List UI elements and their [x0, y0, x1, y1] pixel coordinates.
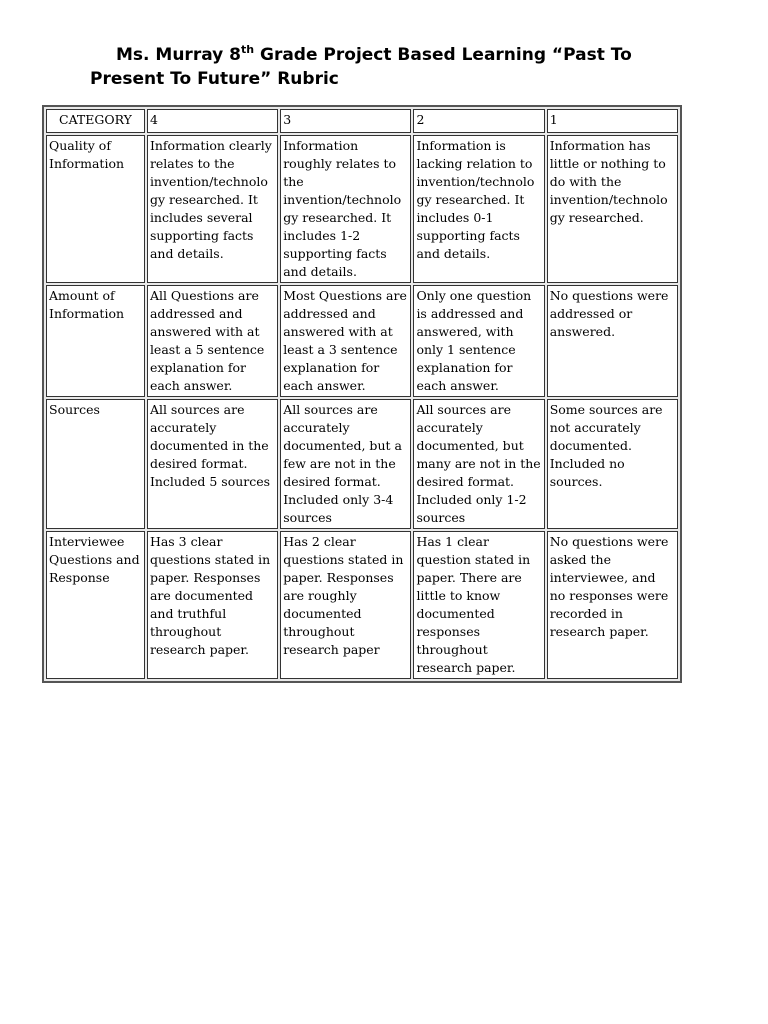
table-row	[46, 399, 678, 529]
criteria-cell: Some sources are not accurately documented. Included no sources.	[547, 399, 678, 529]
header-category: CATEGORY	[46, 109, 145, 133]
criteria-cell: Has 1 clear question stated in paper. There are little to know documented responses throughout research paper.	[413, 531, 544, 679]
criteria-cell: No questions were asked the interviewee, and no responses were recorded in research paper.	[547, 531, 678, 679]
title-ordinal-suffix: th	[240, 43, 255, 56]
criteria-cell: Most Questions are addressed and answered with at least a 3 sentence explanation for each answer.	[280, 285, 411, 397]
title-line-2: Present To Future” Rubric	[90, 69, 339, 89]
header-score-4: 4	[147, 109, 278, 133]
header-score-1: 1	[547, 109, 678, 133]
criteria-cell: All sources are accurately documented, but a few are not in the desired format. Included only 3-4 sources	[280, 399, 411, 529]
criteria-cell: Has 2 clear questions stated in paper. Responses are roughly documented throughout research paper	[280, 531, 411, 679]
document-title	[90, 44, 690, 90]
title-text-a: Ms. Murray 8	[116, 45, 241, 65]
criteria-cell: Has 3 clear questions stated in paper. Responses are documented and truthful throughout research paper.	[147, 531, 278, 679]
criteria-cell: No questions were addressed or answered.	[547, 285, 678, 397]
criteria-cell: Information has little or nothing to do with the invention/technology researched.	[547, 135, 678, 283]
title-text-b: Grade Project Based Learning “Past To	[254, 45, 632, 65]
criteria-cell: Only one question is addressed and answered, with only 1 sentence explanation for each answer.	[413, 285, 544, 397]
category-cell: Amount of Information	[46, 285, 145, 397]
criteria-cell: Information clearly relates to the invention/technology researched. It includes several supporting facts and details.	[147, 135, 278, 283]
category-cell: Interviewee Questions and Response	[46, 531, 145, 679]
criteria-cell: All sources are accurately documented in the desired format. Included 5 sources	[147, 399, 278, 529]
title-line-1	[90, 44, 690, 68]
table-row	[46, 135, 678, 283]
rubric-table	[42, 105, 682, 683]
criteria-cell: All sources are accurately documented, but many are not in the desired format. Included only 1-2 sources	[413, 399, 544, 529]
header-score-2: 2	[413, 109, 544, 133]
header-row	[46, 109, 678, 133]
table-row	[46, 531, 678, 679]
criteria-cell: All Questions are addressed and answered with at least a 5 sentence explanation for each answer.	[147, 285, 278, 397]
criteria-cell: Information roughly relates to the invention/technology researched. It includes 1-2 supporting facts and details.	[280, 135, 411, 283]
header-score-3: 3	[280, 109, 411, 133]
criteria-cell: Information is lacking relation to invention/technology researched. It includes 0-1 supporting facts and details.	[413, 135, 544, 283]
category-cell: Quality of Information	[46, 135, 145, 283]
category-cell: Sources	[46, 399, 145, 529]
table-row	[46, 285, 678, 397]
